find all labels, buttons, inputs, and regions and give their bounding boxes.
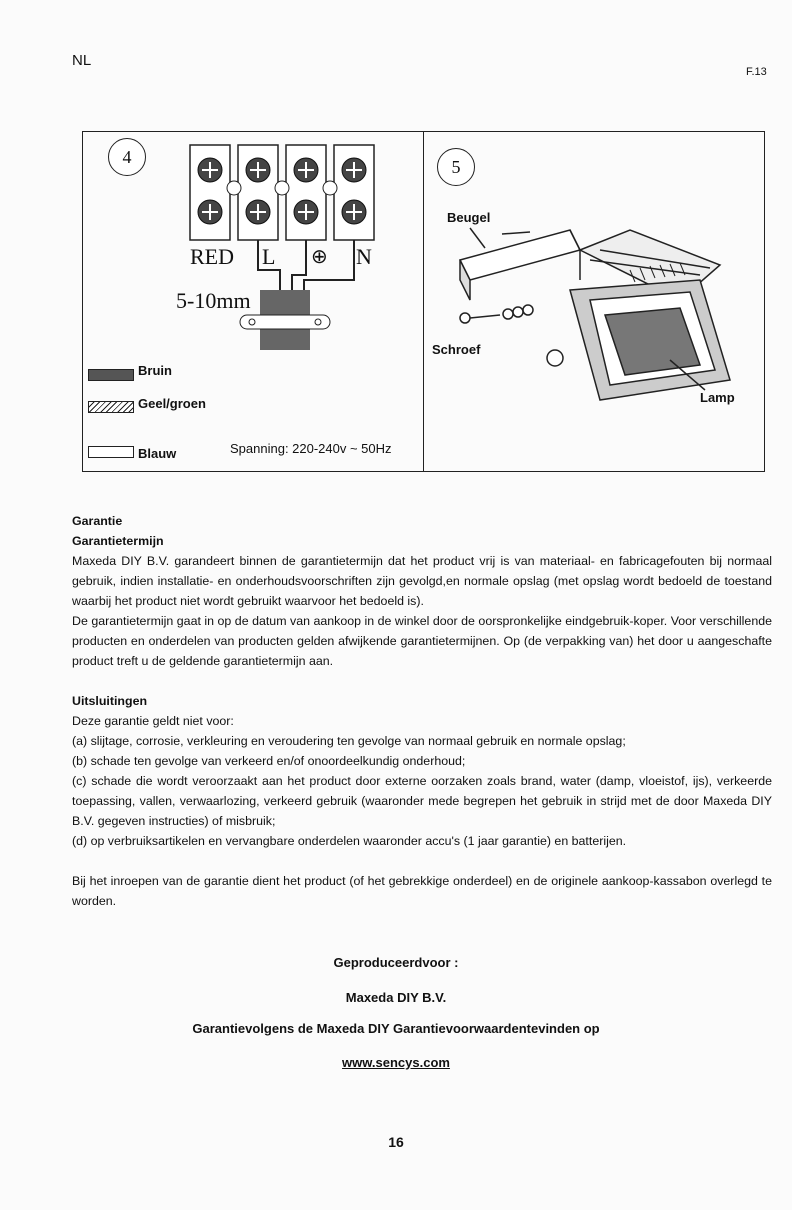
- company-name: Maxeda DIY B.V.: [345, 990, 447, 1005]
- exclusion-item-a: (a) slijtage, corrosie, verkleuring en veroudering ten gevolge van normaal gebruik en normale opslag;: [72, 734, 626, 748]
- step-5-number: 5: [437, 148, 475, 186]
- legend-label-blue: Blauw: [138, 446, 177, 461]
- terminal-label-live: L: [262, 244, 276, 269]
- legend-label-yellow-green: Geel/groen: [138, 396, 206, 411]
- heading-exclusions: Uitsluitingen: [72, 694, 148, 708]
- produced-for: Geproduceerdvoor :: [333, 955, 459, 970]
- exclusions-intro: Deze garantie geldt niet voor:: [72, 714, 234, 728]
- legend-swatch-brown: [88, 369, 134, 381]
- paragraph-warranty-1: Maxeda DIY B.V. garandeert binnen de garantietermijn dat het product vrij is van materiaal- en fabricagefouten bij normaal gebruik, indien installatie- en onderhoudsvoorschriften zijn gevolgd,en normale opslag (met opslag wordt bedoeld de toestand waarbij het product niet wordt gebruikt waarvoor het bedoeld is).: [72, 554, 772, 608]
- warranty-note: Garantievolgens de Maxeda DIY Garantievoorwaardentevinden op: [192, 1021, 600, 1036]
- exclusion-item-c: (c) schade die wordt veroorzaakt aan het product door externe oorzaken zoals brand, water (damp, vloeistof, ijs), verkeerde toepassing, vallen, verwaarlozing, verkeerd gebruik (waaronder mede begrepen het gebruik in strijd met de door Maxeda DIY B.V. gegeven instructies) of misbruik;: [72, 774, 772, 828]
- document-code: F.13: [746, 66, 767, 78]
- paragraph-claim: Bij het inroepen van de garantie dient het product (of het gebrekkige onderdeel) en de originele aankoop-kassabon overlegd te worden.: [72, 874, 772, 908]
- legend-swatch-yellow-green: [88, 401, 134, 413]
- website-link[interactable]: www.sencys.com: [342, 1055, 450, 1070]
- strip-length-label: 5-10mm: [176, 288, 251, 313]
- warranty-text: [72, 511, 772, 911]
- figure-divider: [423, 131, 424, 472]
- legend-swatch-blue: [88, 446, 134, 458]
- legend-label-brown: Bruin: [138, 363, 172, 378]
- lamp-label: Lamp: [700, 390, 735, 405]
- voltage-spec: Spanning: 220-240v ~ 50Hz: [230, 441, 392, 456]
- terminal-label-earth: ⊕: [311, 246, 328, 268]
- heading-warranty: Garantie: [72, 514, 123, 528]
- step-4-number: 4: [108, 138, 146, 176]
- page-number: 16: [388, 1134, 404, 1150]
- floodlight-illustration: [430, 220, 750, 410]
- exclusion-item-b: (b) schade ten gevolge van verkeerd en/of onoordeelkundig onderhoud;: [72, 754, 466, 768]
- screw-label: Schroef: [432, 342, 481, 357]
- terminal-label-neutral: N: [356, 244, 372, 269]
- paragraph-warranty-2: De garantietermijn gaat in op de datum van aankoop in de winkel door de oorspronkelijke eindgebruik-koper. Voor verschillende producten en onderdelen van producten gelden afwijkende garantietermijnen. Op (de verpakking van) het door u aangeschafte product treft u de geldende garantietermijn aan.: [72, 614, 772, 668]
- bracket-label: Beugel: [447, 210, 491, 225]
- terminal-label-red: RED: [190, 244, 234, 269]
- heading-warranty-period: Garantietermijn: [72, 534, 164, 548]
- language-code: NL: [72, 52, 92, 69]
- exclusion-item-d: (d) op verbruiksartikelen en vervangbare onderdelen waaronder accu's (1 jaar garantie) en batterijen.: [72, 834, 627, 848]
